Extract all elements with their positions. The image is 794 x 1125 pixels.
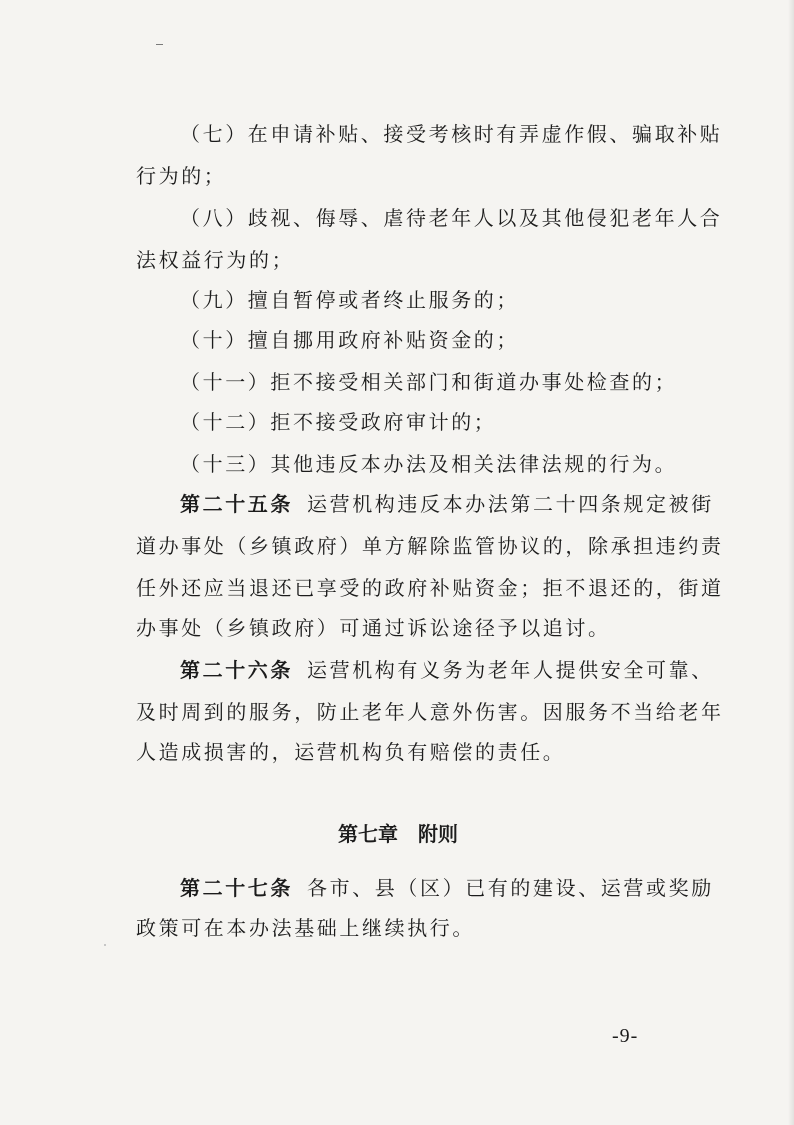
scan-speck (104, 944, 106, 946)
item-9: （九）擅自暂停或者终止服务的； (180, 288, 519, 312)
scan-mark (156, 44, 163, 45)
article-25-line-1 (180, 492, 714, 516)
item-12: （十二）拒不接受政府审计的； (180, 410, 497, 434)
chapter-heading (338, 822, 458, 846)
article-25-line-4: 办事处（乡镇政府）可通过诉讼途径予以追讨。 (136, 616, 611, 640)
article-26-line-3: 人造成损害的，运营机构负有赔偿的责任。 (136, 740, 566, 764)
article-27-line-2: 政策可在本办法基础上继续执行。 (136, 916, 475, 940)
article-27-heading: 第二十七条 (180, 876, 293, 900)
article-25-line-2: 道办事处（乡镇政府）单方解除监管协议的，除承担违约责 (136, 534, 724, 558)
chapter-number: 第七章 (338, 822, 398, 846)
page-number: -9- (612, 1025, 639, 1047)
article-25-text-1: 运营机构违反本办法第二十四条规定被街 (307, 492, 714, 516)
article-25-heading: 第二十五条 (180, 492, 293, 516)
article-27-line-1 (180, 876, 714, 900)
article-26-line-2: 及时周到的服务，防止老年人意外伤害。因服务不当给老年 (136, 700, 724, 724)
item-11: （十一）拒不接受相关部门和街道办事处检查的； (180, 370, 678, 394)
item-13: （十三）其他违反本办法及相关法律法规的行为。 (180, 452, 678, 476)
article-26-heading: 第二十六条 (180, 658, 293, 682)
item-8-line-1: （八）歧视、侮辱、虐待老年人以及其他侵犯老年人合 (180, 206, 723, 230)
item-8-line-2: 法权益行为的； (136, 248, 295, 272)
page-edge-shadow (788, 0, 794, 1125)
item-7-line-2: 行为的； (136, 164, 227, 188)
item-7-line-1: （七）在申请补贴、接受考核时有弄虚作假、骗取补贴 (180, 122, 723, 146)
article-25-line-3: 任外还应当退还已享受的政府补贴资金；拒不退还的，街道 (136, 576, 724, 600)
article-26-line-1 (180, 658, 714, 682)
chapter-title: 附则 (418, 822, 458, 846)
article-27-text-1: 各市、县（区）已有的建设、运营或奖励 (307, 876, 714, 900)
item-10: （十）擅自挪用政府补贴资金的； (180, 328, 519, 352)
article-26-text-1: 运营机构有义务为老年人提供安全可靠、 (307, 658, 714, 682)
